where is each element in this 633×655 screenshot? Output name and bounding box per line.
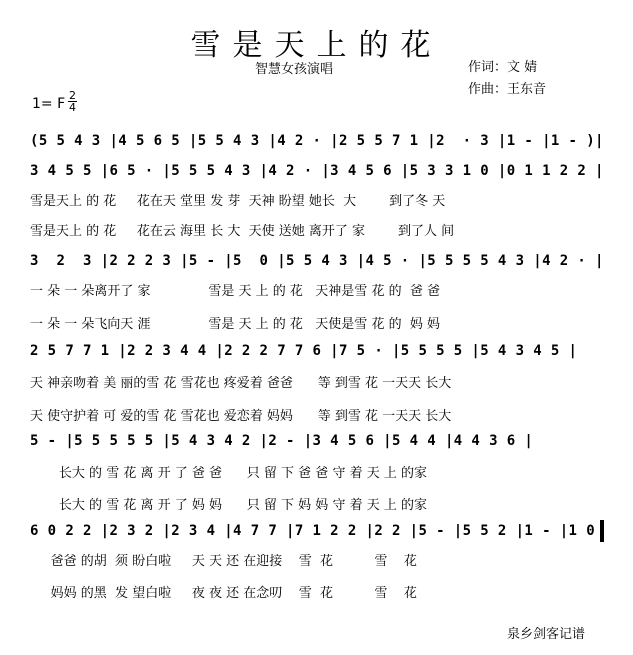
notation-line-3: 3 2 3 |2 2 2 3 |5 - |5 0 |5 5 4 3 |4 5 · |5 5 5 5 4 3 |4 2 · | bbox=[30, 253, 604, 269]
lyric-line-4b: 天 使守护着 可 爱的雪 花 雪花也 爱恋着 妈妈 等 到雪 花 一天天 长大 bbox=[30, 409, 452, 424]
transcriber-credit: 泉乡剑客记谱 bbox=[506, 627, 585, 642]
lyricist-credit: 作词：文 婧 bbox=[468, 60, 538, 75]
key-signature: 1= F bbox=[32, 96, 66, 112]
notation-line-1: (5 5 4 3 |4 5 6 5 |5 5 4 3 |4 2 · |2 5 5 7 1 |2 · 3 |1 - |1 - )| bbox=[30, 133, 604, 149]
lyric-line-6b: 妈妈 的黑 发 望白啦 夜 夜 还 在念叨 雪 花 雪 花 bbox=[30, 586, 417, 601]
lyric-line-5b: 长大 的 雪 花 离 开 了 妈 妈 只 留 下 妈 妈 守 着 天 上 的家 bbox=[30, 498, 427, 513]
lyric-line-5a: 长大 的 雪 花 离 开 了 爸 爸 只 留 下 爸 爸 守 着 天 上 的家 bbox=[30, 466, 427, 481]
notation-line-6: 6 0 2 2 |2 3 2 |2 3 4 |4 7 7 |7 1 2 2 |2 2 |5 - |5 5 2 |1 - |1 0 bbox=[30, 523, 604, 539]
time-numerator: 2 bbox=[69, 89, 76, 102]
lyric-line-6a: 爸爸 的胡 须 盼白啦 天 天 还 在迎接 雪 花 雪 花 bbox=[30, 554, 417, 569]
lyric-line-2a: 雪是天上 的 花 花在天 堂里 发 芽 天神 盼望 她长 大 到了冬 天 bbox=[30, 194, 446, 209]
lyric-line-4a: 天 神亲吻着 美 丽的雪 花 雪花也 疼爱着 爸爸 等 到雪 花 一天天 长大 bbox=[30, 376, 452, 391]
lyric-line-3a: 一 朵 一 朵离开了 家 雪是 天 上 的 花 天神是雪 花 的 爸 爸 bbox=[30, 284, 440, 299]
performer-credit: 智慧女孩演唱 bbox=[255, 62, 334, 77]
song-title: 雪是天上的花 bbox=[190, 28, 443, 63]
composer-credit: 作曲：王东音 bbox=[468, 82, 547, 97]
notation-line-2: 3 4 5 5 |6 5 · |5 5 5 4 3 |4 2 · |3 4 5 6 |5 3 3 1 0 |0 1 1 2 2 | bbox=[30, 163, 604, 179]
final-barline bbox=[600, 520, 604, 542]
notation-line-5: 5 - |5 5 5 5 5 |5 4 3 4 2 |2 - |3 4 5 6 |5 4 4 |4 4 3 6 | bbox=[30, 433, 534, 449]
lyric-line-2b: 雪是天上 的 花 花在云 海里 长 大 天使 送她 离开了 家 到了人 间 bbox=[30, 224, 455, 239]
time-signature bbox=[68, 90, 77, 113]
time-denominator: 4 bbox=[69, 101, 76, 114]
notation-line-4: 2 5 7 7 1 |2 2 3 4 4 |2 2 2 7 7 6 |7 5 · |5 5 5 5 |5 4 3 4 5 | bbox=[30, 343, 578, 359]
lyric-line-3b: 一 朵 一 朵飞向天 涯 雪是 天 上 的 花 天使是雪 花 的 妈 妈 bbox=[30, 317, 440, 332]
